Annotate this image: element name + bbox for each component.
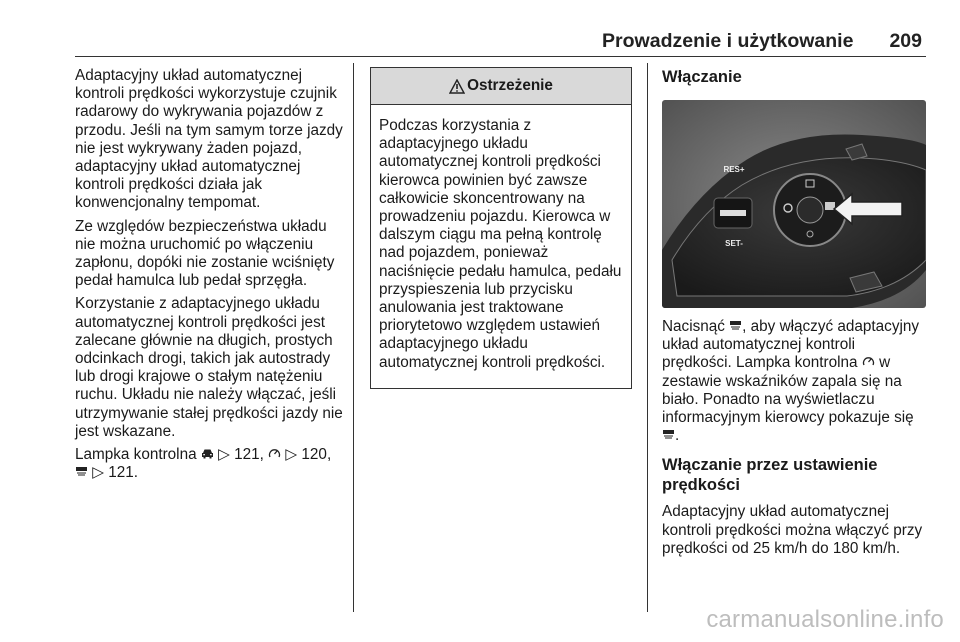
warning-title: Ostrzeżenie (467, 77, 553, 94)
page-header (602, 30, 922, 53)
heading-switch-on: Włączanie (662, 68, 742, 86)
res-label: RES+ (723, 165, 745, 174)
paragraph-safety: Ze względów bezpieczeństwa układu nie można uruchomić po włączeniu zapłonu, dopóki nie zostanie wciśnięty pedał hamulca lub pedał sprzęgła. (75, 217, 335, 290)
column-left (75, 67, 350, 487)
warning-body: Podczas korzystania z adaptacyjnego układu automatycznej kontroli prędkości kierowca powinien być zawsze całkowicie skoncentrowany na prowadzeniu pojazdu. Kierowca w dalszym ciągu ma pełną kontrolę nad pojazdem, ponieważ naciśnięcie pedału hamulca, pedału przyspieszenia lub przycisku anulowania jest traktowane priorytetowo względem ustawień adaptacyjnego układu automatycznej kontroli prędkości. (379, 117, 622, 371)
set-label: SET- (725, 239, 743, 248)
warning-box (370, 67, 632, 389)
header-title: Prowadzenie i użytkowanie (602, 30, 854, 52)
speedometer-icon (268, 447, 281, 459)
arrow-ref-icon: ▷ (92, 464, 105, 482)
speedometer-icon (862, 355, 875, 367)
paragraph-intro: Adaptacyjny układ automatycznej kontroli prędkości wykorzystuje czujnik radarowy do wykrywania pojazdów z przodu. Jeśli na tym samym torze jazdy nie jest wykrywany żaden pojazd, adaptacyjny układ automatycznej kontroli prędkości działa jak konwencjonalny tempomat. (75, 67, 343, 212)
column-divider-right (647, 63, 648, 612)
column-divider-left (353, 63, 354, 612)
paragraph-speed-range: Adaptacyjny układ automatycznej kontroli prędkości można włączyć przy prędkości od 25 km/h do 180 km/h. (662, 503, 923, 557)
steering-wheel-controls-photo (662, 100, 926, 308)
arrow-ref-icon: ▷ (285, 446, 298, 464)
warning-header (371, 68, 631, 105)
arrow-ref-icon: ▷ (218, 446, 230, 464)
paragraph-indicator: Lampka kontrolna ▷ 121, ▷ 120, ▷ 121. (75, 446, 332, 482)
page-ref-120[interactable]: 120, (301, 446, 332, 464)
paragraph-usage: Korzystanie z adaptacyjnego układu automatycznej kontroli prędkości jest zalecane głównie na długich, prostych odcinkach drogi, takich jak autostrady lub drogi krajowe o stałym natężeniu ruchu. Układu nie należy włączać, jeśli utrzymywanie stałej prędkości jazdy nie jest wskazane. (75, 295, 343, 440)
header-rule (75, 56, 926, 57)
car-icon (201, 448, 214, 459)
watermark: carmanualsonline.info (706, 606, 944, 633)
heading-switch-on-by-speed: Włączanie przez ustawienie prędkości (662, 456, 878, 495)
warning-triangle-icon (449, 79, 465, 94)
following-distance-icon (662, 429, 675, 440)
following-distance-icon (75, 466, 88, 477)
column-right (662, 318, 927, 563)
page-ref-121b[interactable]: 121. (108, 464, 139, 482)
paragraph-activate: Nacisnąć , aby włączyć adaptacyjny układ automatycznej kontroli prędkości. Lampka kontrolna w zestawie wskaźników zapala się na biało. Ponadto na wyświetlaczu informacyjnym kierowcy pokazuje się . (662, 318, 920, 445)
page-number: 209 (889, 30, 922, 52)
following-distance-icon (729, 320, 742, 331)
page-ref-121[interactable]: 121, (234, 446, 264, 464)
